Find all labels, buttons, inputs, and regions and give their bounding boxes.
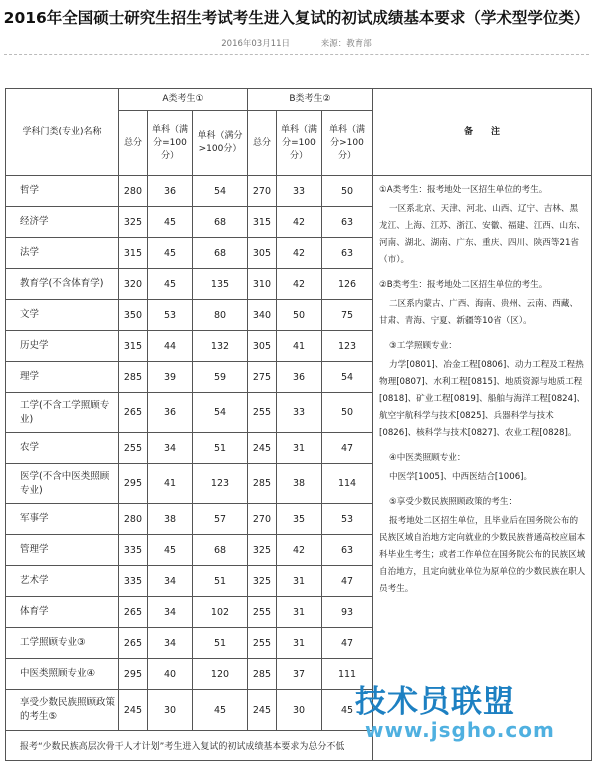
header-a-single-over-100: 单科（满分>100分） [193, 111, 248, 176]
score-b-total: 305 [248, 331, 277, 362]
score-a-single-over-100: 68 [193, 207, 248, 238]
subject-name: 经济学 [6, 207, 119, 238]
score-a-single-100: 53 [148, 300, 193, 331]
header-subject: 学科门类(专业)名称 [6, 89, 119, 176]
score-b-single-over-100: 75 [322, 300, 373, 331]
note-n2-body: 二区系内蒙古、广西、海南、贵州、云南、西藏、甘肃、青海、宁夏、新疆等10省（区）。 [379, 299, 579, 326]
score-b-total: 285 [248, 464, 277, 504]
header-group-a: A类考生① [119, 89, 248, 111]
score-a-single-100: 36 [148, 393, 193, 433]
score-b-single-over-100: 123 [322, 331, 373, 362]
header-b-total: 总分 [248, 111, 277, 176]
header-b-single-over-100: 单科（满分>100分） [322, 111, 373, 176]
score-b-single-over-100: 50 [322, 393, 373, 433]
score-b-single-over-100: 54 [322, 362, 373, 393]
score-b-total: 310 [248, 269, 277, 300]
score-b-single-over-100: 47 [322, 433, 373, 464]
score-a-single-over-100: 51 [193, 628, 248, 659]
score-b-single-100: 36 [277, 362, 322, 393]
score-a-total: 280 [119, 504, 148, 535]
score-a-single-100: 30 [148, 690, 193, 731]
score-a-total: 325 [119, 207, 148, 238]
score-b-total: 255 [248, 393, 277, 433]
score-b-single-100: 31 [277, 433, 322, 464]
note-n3-body: 力学[0801]、冶金工程[0806]、动力工程及工程热物理[0807]、水利工程[0815]、地质资源与地质工程[0818]、矿业工程[0819]、船舶与海洋工程[0824]、航空宇航科学与技术[0825]、兵器科学与技术[0826]、核科学与技术[0827]、农业工程[0828]。 [379, 360, 586, 438]
footer-note: 报考“少数民族高层次骨干人才计划”考生进入复试的初试成绩基本要求为总分不低 [6, 731, 373, 761]
subject-name: 工学(不含工学照顾专业) [6, 393, 119, 433]
note-n5-title: ⑤享受少数民族照顾政策的考生： [389, 497, 518, 507]
score-b-single-100: 33 [277, 176, 322, 207]
subject-name: 管理学 [6, 535, 119, 566]
score-a-total: 335 [119, 566, 148, 597]
score-b-single-over-100: 114 [322, 464, 373, 504]
score-a-single-100: 34 [148, 566, 193, 597]
score-b-total: 285 [248, 659, 277, 690]
score-a-single-100: 36 [148, 176, 193, 207]
score-a-single-over-100: 54 [193, 393, 248, 433]
subject-name: 法学 [6, 238, 119, 269]
score-a-single-over-100: 57 [193, 504, 248, 535]
divider [4, 54, 589, 55]
score-b-total: 275 [248, 362, 277, 393]
score-b-single-100: 42 [277, 238, 322, 269]
score-b-single-over-100: 63 [322, 238, 373, 269]
score-a-single-100: 40 [148, 659, 193, 690]
score-a-single-100: 39 [148, 362, 193, 393]
score-a-total: 315 [119, 238, 148, 269]
score-a-total: 335 [119, 535, 148, 566]
score-b-total: 270 [248, 176, 277, 207]
score-a-single-100: 45 [148, 535, 193, 566]
header-b-single-100: 单科（满分=100分） [277, 111, 322, 176]
score-b-single-100: 31 [277, 628, 322, 659]
score-b-single-100: 41 [277, 331, 322, 362]
header-a-single-100: 单科（满分=100分） [148, 111, 193, 176]
score-b-single-over-100: 45 [322, 690, 373, 731]
subject-name: 体育学 [6, 597, 119, 628]
score-a-single-over-100: 135 [193, 269, 248, 300]
score-b-total: 270 [248, 504, 277, 535]
score-b-single-over-100: 47 [322, 566, 373, 597]
score-a-total: 265 [119, 628, 148, 659]
subject-name: 文学 [6, 300, 119, 331]
subject-name: 军事学 [6, 504, 119, 535]
subject-name: 哲学 [6, 176, 119, 207]
note-n3-title: ③工学照顾专业： [389, 341, 457, 351]
score-a-single-100: 45 [148, 207, 193, 238]
score-a-single-over-100: 54 [193, 176, 248, 207]
subject-name: 艺术学 [6, 566, 119, 597]
score-b-total: 245 [248, 690, 277, 731]
header-a-total: 总分 [119, 111, 148, 176]
score-a-single-over-100: 51 [193, 433, 248, 464]
score-b-total: 325 [248, 535, 277, 566]
score-table [5, 88, 592, 761]
watermark-url: www.jsgho.com [365, 718, 555, 742]
subject-name: 工学照顾专业③ [6, 628, 119, 659]
score-a-total: 315 [119, 331, 148, 362]
score-b-single-100: 31 [277, 566, 322, 597]
subject-name: 农学 [6, 433, 119, 464]
score-a-total: 245 [119, 690, 148, 731]
article-source: 来源：教育部 [320, 39, 372, 49]
score-a-single-over-100: 123 [193, 464, 248, 504]
subject-name: 享受少数民族照顾政策的考生⑤ [6, 690, 119, 731]
publish-date: 2016年03月11日 [221, 39, 291, 49]
score-b-single-100: 50 [277, 300, 322, 331]
score-b-single-100: 35 [277, 504, 322, 535]
score-a-total: 265 [119, 597, 148, 628]
header-group-b: B类考生② [248, 89, 373, 111]
score-a-total: 255 [119, 433, 148, 464]
score-b-total: 325 [248, 566, 277, 597]
score-a-single-100: 41 [148, 464, 193, 504]
score-b-single-100: 42 [277, 207, 322, 238]
score-a-total: 320 [119, 269, 148, 300]
score-a-single-100: 38 [148, 504, 193, 535]
score-b-total: 245 [248, 433, 277, 464]
score-a-single-100: 45 [148, 269, 193, 300]
score-b-single-100: 42 [277, 269, 322, 300]
score-b-total: 340 [248, 300, 277, 331]
score-b-single-over-100: 47 [322, 628, 373, 659]
note-n1-body: 一区系北京、天津、河北、山西、辽宁、吉林、黑龙江、上海、江苏、浙江、安徽、福建、江西、山东、河南、湖北、湖南、广东、重庆、四川、陕西等21省（市）。 [379, 204, 586, 265]
watermark-logo-text: 技术员联盟 [355, 684, 515, 720]
score-a-single-over-100: 68 [193, 238, 248, 269]
score-a-single-100: 45 [148, 238, 193, 269]
score-a-single-over-100: 80 [193, 300, 248, 331]
header-notes: 备 注 [373, 89, 592, 176]
score-b-total: 255 [248, 597, 277, 628]
note-n4-body: 中医学[1005]、中西医结合[1006]。 [389, 472, 533, 482]
score-a-single-100: 34 [148, 433, 193, 464]
score-b-single-over-100: 63 [322, 535, 373, 566]
score-a-single-over-100: 132 [193, 331, 248, 362]
note-n2-title: ②B类考生：报考地处二区招生单位的考生。 [379, 280, 548, 290]
score-b-single-over-100: 53 [322, 504, 373, 535]
page-title: 2016年全国硕士研究生招生考试考生进入复试的初试成绩基本要求（学术型学位类） [3, 9, 590, 27]
score-a-single-over-100: 59 [193, 362, 248, 393]
score-a-total: 350 [119, 300, 148, 331]
score-b-single-100: 38 [277, 464, 322, 504]
note-n1-title: ①A类考生：报考地处一区招生单位的考生。 [379, 185, 548, 195]
score-b-total: 315 [248, 207, 277, 238]
score-b-single-100: 30 [277, 690, 322, 731]
score-a-total: 265 [119, 393, 148, 433]
score-a-total: 285 [119, 362, 148, 393]
score-b-single-over-100: 50 [322, 176, 373, 207]
score-a-single-over-100: 120 [193, 659, 248, 690]
score-a-single-over-100: 45 [193, 690, 248, 731]
subject-name: 教育学(不含体育学) [6, 269, 119, 300]
score-b-total: 305 [248, 238, 277, 269]
score-a-single-over-100: 51 [193, 566, 248, 597]
site-watermark [355, 676, 585, 744]
subject-name: 历史学 [6, 331, 119, 362]
score-b-single-over-100: 111 [322, 659, 373, 690]
subject-name: 医学(不含中医类照顾专业) [6, 464, 119, 504]
subject-name: 中医类照顾专业④ [6, 659, 119, 690]
score-a-single-100: 34 [148, 628, 193, 659]
score-b-single-over-100: 63 [322, 207, 373, 238]
score-a-single-over-100: 68 [193, 535, 248, 566]
score-b-total: 255 [248, 628, 277, 659]
score-a-single-100: 34 [148, 597, 193, 628]
score-a-single-over-100: 102 [193, 597, 248, 628]
score-b-single-over-100: 93 [322, 597, 373, 628]
score-b-single-100: 37 [277, 659, 322, 690]
note-n5-body: 报考地处二区招生单位，且毕业后在国务院公布的民族区域自治地方定向就业的少数民族普通高校应届本科毕业生考生；或者工作单位在国务院公布的民族区域自治地方，且定向就业单位为原单位的少数民族在职人员考生。 [379, 516, 586, 594]
score-b-single-100: 33 [277, 393, 322, 433]
article-meta [0, 37, 593, 49]
score-a-single-100: 44 [148, 331, 193, 362]
score-a-total: 280 [119, 176, 148, 207]
notes-cell [373, 176, 592, 761]
score-b-single-over-100: 126 [322, 269, 373, 300]
note-n4-title: ④中医类照顾专业： [389, 453, 466, 463]
score-b-single-100: 42 [277, 535, 322, 566]
score-a-total: 295 [119, 464, 148, 504]
score-b-single-100: 31 [277, 597, 322, 628]
subject-name: 理学 [6, 362, 119, 393]
table-row [6, 176, 592, 207]
score-a-total: 295 [119, 659, 148, 690]
